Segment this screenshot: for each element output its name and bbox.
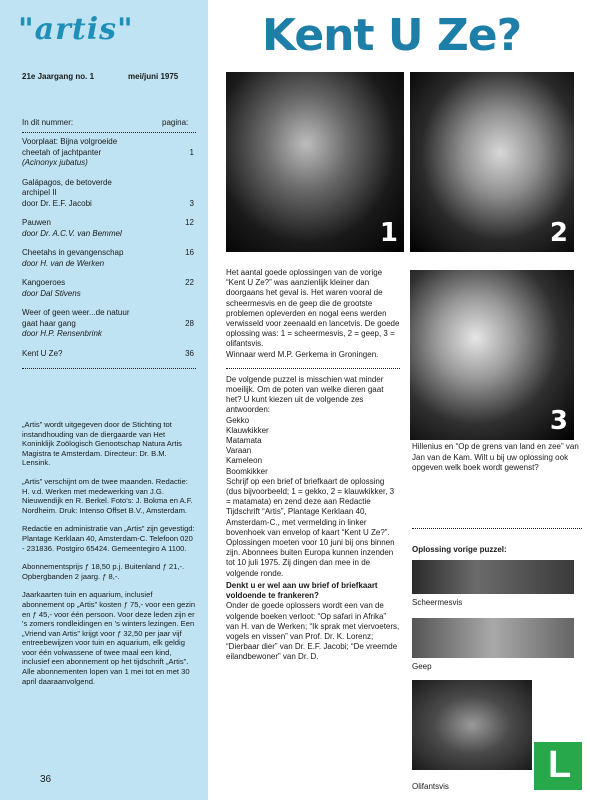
- article-para-3: Schrijf op een brief of briefkaart de oplossing (dus bijvoorbeeld; 1 = gekko, 2 = klauwkikker, 3 = matamata) en zend deze aan Redactie Tijdschrift “Artis”, Plantage Kerklaan 40, Amsterdam-C., met vermelding in linker bovenhoek van envelop of kaart “Kent U Ze?”. Oplossingen moeten voor 10 juni bij ons binnen zijn. Abonnees buiten Europa kunnen inzenden tot 10 juli 1975. Zij dingen dan mee in de volgende ronde.: [226, 476, 395, 578]
- toc-item-title: Pauwen: [22, 218, 51, 227]
- toc-item-title: Voorplaat: Bijna volgroeide: [22, 137, 118, 146]
- toc-item-page: 1: [189, 147, 194, 157]
- answer-option: Kameleon: [226, 456, 263, 466]
- article-para-5: Onder de goede oplossers wordt een van de volgende boeken verloot: “Op safari in Afrika” van H. van de Werken; “Ik sprak met viervoeters, vogels en vissen” van Prof. Dr. K. Lorenz; “Dierbaar dier” van Dr. E.F. Jacobi; “De vreemde eilandbewoner” van Dr. D.: [226, 601, 400, 662]
- toc-item-page: 22: [185, 278, 194, 287]
- toc-item: [22, 178, 196, 219]
- toc-item: [22, 308, 196, 349]
- toc-item-page: 28: [185, 318, 194, 328]
- article-para-4: Denkt u er wel aan uw brief of briefkaart voldoende te frankeren?: [226, 580, 378, 601]
- toc-item-page: 12: [185, 218, 194, 227]
- toc-item: [22, 248, 196, 278]
- toc-item-author: door H. van de Werken: [22, 258, 105, 268]
- article-para-1: Het aantal goede oplossingen van de vorige “Kent U Ze?” was aanzienlijk kleiner dan doorgaans het geval is. Het waren vooral de scheermesvis en de geep die de grootste problemen opleverden en nogal eens werden verwisseld voor zeenaald en lancetvis. De goede oplossing was: 1 = scheermesvis, 2 = geep, 3 = olifantsvis.: [226, 268, 400, 349]
- toc-item-author: door Dal Stivens: [22, 288, 81, 298]
- answer-list: [226, 416, 400, 477]
- puzzle-photo-3: [410, 270, 574, 440]
- toc-item-title: door Dr. E.F. Jacobi: [22, 198, 92, 208]
- toc-item-title: Kent U Ze?: [22, 348, 63, 358]
- article-winner: Winnaar werd M.P. Gerkema in Groningen.: [226, 349, 379, 359]
- badge-l-icon: L: [548, 744, 572, 786]
- photo-number-2: 2: [549, 218, 568, 248]
- toc-item-title: gaat haar gang: [22, 318, 76, 328]
- answer-option: Klauwkikker: [226, 425, 269, 435]
- issue-date: mei/juni 1975: [128, 72, 179, 81]
- toc-item-author: door H.P. Rensenbrink: [22, 329, 102, 338]
- toc-page-heading: pagina:: [162, 118, 189, 127]
- fish-photo-olifantsvis: [412, 680, 532, 770]
- toc-item-page: 3: [189, 198, 194, 208]
- photo-number-1: 1: [379, 218, 398, 248]
- toc-item-title: cheetah of jachtpanter: [22, 147, 102, 157]
- toc-item-title: Cheetahs in gevangenschap: [22, 248, 124, 257]
- book-prizes-text: Hillenius en “Op de grens van land en zee” van Jan van de Kam. Wilt u bij uw oplossing ook opgeven welk boek wordt gewenst?: [412, 442, 579, 472]
- fish-photo-scheermesvis: [412, 560, 574, 594]
- page-title: Kent U Ze?: [262, 10, 522, 61]
- toc-heading: In dit nummer:: [22, 118, 74, 127]
- toc-item-page: 36: [185, 348, 194, 358]
- solution-heading: Oplossing vorige puzzel:: [412, 545, 507, 554]
- answer-option: Gekko: [226, 415, 250, 425]
- photo-number-3: 3: [549, 406, 568, 436]
- right-divider: [412, 528, 582, 529]
- colophon-paragraph: Jaarkaarten tuin en aquarium, inclusief abonnement op „Artis” kosten ƒ 75,- voor een gezin en ƒ 45,- voor één persoon. Voor deze leden zijn er 's zomers rondleidingen en 's winters lezingen. Een „Vriend van Artis” krijgt voor ƒ 32,50 per jaar vijf entreebewijzen voor tuin en aquarium, elk geldig voor één volwassene of twee maal een kind, inclusief een abonnement op het tijdschrift „Artis”. Alle abonnementen lopen van 1 mei tot en met 30 april daaraanvolgend.: [22, 590, 196, 686]
- fish-caption-3: Olifantsvis: [412, 782, 449, 791]
- toc-item-title: archipel II: [22, 188, 57, 197]
- colophon-paragraph: „Artis” wordt uitgegeven door de Stichting tot instandhouding van de diergaarde van Het Koninklijk Zoölogisch Genootschap Natura Artis Magistra te Amsterdam. Directeur: Dr. B.M. Lensink.: [22, 420, 182, 468]
- page-number: 36: [40, 774, 52, 785]
- toc-end-divider: [22, 368, 196, 369]
- puzzle-photo-1: [226, 72, 404, 252]
- table-of-contents: [22, 137, 196, 369]
- colophon-paragraph: Abonnementsprijs ƒ 18,50 p.j. Buitenland ƒ 21,-. Opbergbanden 2 jaarg. ƒ 8,-.: [22, 562, 185, 581]
- corner-logo-badge: [534, 742, 582, 790]
- toc-item: [22, 349, 196, 369]
- colophon: [22, 420, 196, 695]
- colophon-paragraph: Redactie en administratie van „Artis” zijn gevestigd: Plantage Kerklaan 40, Amsterdam-C. Telefoon 020 - 231836. Postgiro 65424. Gemeentegiro A 1100.: [22, 524, 195, 553]
- fish-photo-geep: [412, 618, 574, 658]
- artis-logo: "artis": [18, 12, 134, 47]
- article-divider: [226, 368, 400, 369]
- answer-option: Varaan: [226, 446, 252, 456]
- toc-item-title: Galápagos, de betoverde: [22, 177, 112, 187]
- fish-caption-2: Geep: [412, 662, 432, 671]
- toc-item-page: 16: [185, 248, 194, 257]
- article-body: [226, 268, 400, 671]
- toc-item: [22, 137, 196, 178]
- toc-item-title: Kangoeroes: [22, 278, 66, 287]
- puzzle-photo-2: [410, 72, 574, 252]
- article-para-2: De volgende puzzel is misschien wat minder moeilijk. Om de poten van welke dieren gaat het? U kunt kiezen uit de volgende zes antwoorden:: [226, 374, 384, 415]
- toc-item-author: (Acinonyx jubatus): [22, 158, 88, 167]
- colophon-paragraph: „Artis” verschijnt om de twee maanden. Redactie: H. v.d. Werken met medewerking van J.G. Nieuwendijk en R. Berkel. Foto's: J. Bokma en A.F. Nordheim. Druk: Intenso Offset B.V., Amsterdam.: [22, 476, 193, 515]
- toc-item-title: Weer of geen weer...de natuur: [22, 308, 130, 317]
- toc-item: [22, 278, 196, 308]
- fish-caption-1: Scheermesvis: [412, 598, 463, 607]
- toc-item: [22, 218, 196, 248]
- toc-item-author: door Dr. A.C.V. van Bemmel: [22, 228, 122, 238]
- answer-option: Boomkikker: [226, 466, 268, 476]
- toc-divider: [22, 132, 196, 133]
- answer-option: Matamata: [226, 436, 262, 446]
- volume-label: 21e Jaargang no. 1: [22, 72, 95, 81]
